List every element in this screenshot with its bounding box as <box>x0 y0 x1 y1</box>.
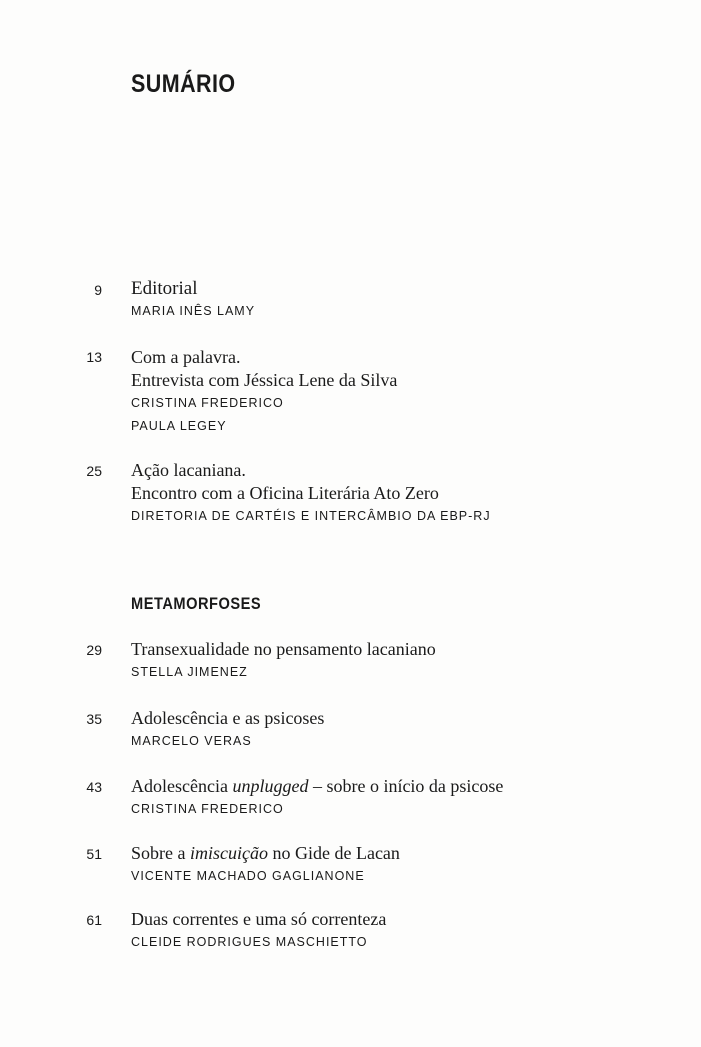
entry-author: MARIA INÊS LAMY <box>131 304 256 318</box>
entry-title-text: no Gide de Lacan <box>267 843 400 863</box>
entry-author: MARCELO VERAS <box>131 734 252 748</box>
entry-subtitle: Entrevista com Jéssica Lene da Silva <box>131 370 398 390</box>
page-number: 25 <box>86 463 102 479</box>
entry-title <box>131 775 503 798</box>
entry-author: PAULA LEGEY <box>131 419 227 433</box>
page-number: 13 <box>86 349 102 365</box>
page-number: 51 <box>86 846 102 862</box>
entry-title: Ação lacaniana. <box>131 460 246 480</box>
entry-title-italic: imiscuição <box>189 843 268 863</box>
entry-author: VICENTE MACHADO GAGLIANONE <box>131 869 365 883</box>
page-number: 29 <box>86 642 102 658</box>
section-title: METAMORFOSES <box>131 594 262 613</box>
entry-author: STELLA JIMENEZ <box>131 665 248 679</box>
entry-title-text: Sobre a <box>131 843 190 863</box>
entry-title-text: Adolescência <box>131 776 233 796</box>
entry-author: DIRETORIA DE CARTÉIS E INTERCÂMBIO DA EBP-RJ <box>131 509 491 523</box>
entry-title: Duas correntes e uma só correnteza <box>131 909 387 929</box>
page-number: 61 <box>86 912 102 928</box>
entry-title-italic: unplugged <box>232 776 309 796</box>
entry-author: CLEIDE RODRIGUES MASCHIETTO <box>131 935 368 949</box>
entry-title-text: – sobre o início da psicose <box>308 776 504 796</box>
entry-title: Com a palavra. <box>131 347 241 367</box>
page-title: SUMÁRIO <box>131 70 236 98</box>
entry-title <box>131 842 400 865</box>
page-number: 35 <box>86 711 102 727</box>
entry-subtitle: Encontro com a Oficina Literária Ato Zero <box>131 483 439 503</box>
entry-title: Transexualidade no pensamento lacaniano <box>131 639 436 659</box>
entry-title: Editorial <box>131 278 198 299</box>
entry-author: CRISTINA FREDERICO <box>131 802 284 816</box>
entry-author: CRISTINA FREDERICO <box>131 396 284 410</box>
entry-title: Adolescência e as psicoses <box>131 708 325 728</box>
page-number: 9 <box>94 282 102 298</box>
page-number: 43 <box>86 779 102 795</box>
